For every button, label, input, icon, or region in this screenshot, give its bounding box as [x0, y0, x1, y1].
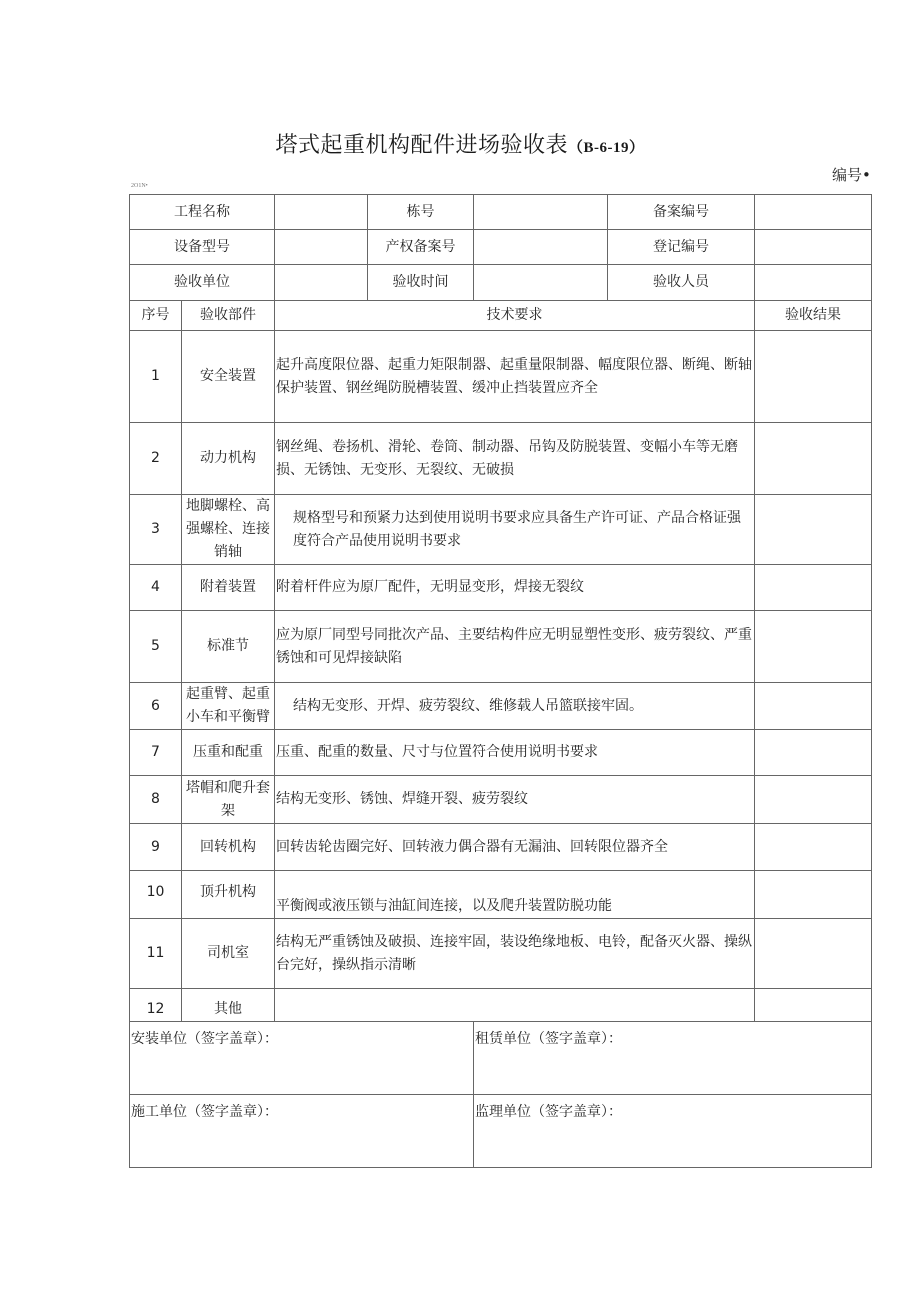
signature-row-1: [130, 1022, 872, 1095]
row-result[interactable]: [755, 824, 872, 871]
row-requirement: 规格型号和预紧力达到使用说明书要求应具备生产许可证、产品合格证强度符合产品使用说明书要求: [275, 495, 755, 565]
acceptance-unit-label: 验收单位: [130, 265, 275, 301]
row-number: 1: [130, 331, 182, 423]
building-no-value[interactable]: [474, 195, 608, 230]
row-number: 5: [130, 611, 182, 683]
info-row-3: [130, 265, 872, 301]
acceptance-staff-label: 验收人员: [608, 265, 755, 301]
row-number: 7: [130, 730, 182, 776]
page-title: [0, 128, 920, 159]
row-result[interactable]: [755, 989, 872, 1022]
row-result[interactable]: [755, 683, 872, 730]
row-number: 4: [130, 565, 182, 611]
part-header: 验收部件: [182, 301, 275, 331]
registration-no-label: 登记编号: [608, 230, 755, 265]
row-result[interactable]: [755, 495, 872, 565]
table-row: [130, 683, 872, 730]
table-row: [130, 495, 872, 565]
row-part: 地脚螺栓、高强螺栓、连接销轴: [182, 495, 275, 565]
acceptance-table: [129, 194, 872, 1168]
table-row: [130, 331, 872, 423]
row-part: 动力机构: [182, 423, 275, 495]
row-number: 3: [130, 495, 182, 565]
project-name-value[interactable]: [275, 195, 368, 230]
row-number: 11: [130, 919, 182, 989]
row-part: 塔帽和爬升套架: [182, 776, 275, 824]
row-number: 12: [130, 989, 182, 1022]
row-result[interactable]: [755, 565, 872, 611]
row-part: 安全装置: [182, 331, 275, 423]
lease-unit-signature[interactable]: 租赁单位（签字盖章）：: [474, 1022, 872, 1095]
row-result[interactable]: [755, 423, 872, 495]
property-filing-no-value[interactable]: [474, 230, 608, 265]
row-requirement: 起升高度限位器、起重力矩限制器、起重量限制器、幅度限位器、断绳、断轴保护装置、钢丝绳防脱槽装置、缓冲止挡装置应齐全: [275, 331, 755, 423]
building-no-label: 栋号: [368, 195, 474, 230]
row-requirement: 平衡阀或液压锁与油缸间连接，以及爬升装置防脱功能: [275, 871, 755, 919]
table-row: [130, 565, 872, 611]
table-row: [130, 871, 872, 919]
row-part: 其他: [182, 989, 275, 1022]
table-row: [130, 989, 872, 1022]
filing-no-value[interactable]: [755, 195, 872, 230]
row-requirement: 结构无严重锈蚀及破损、连接牢固，装设绝缘地板、电铃，配备灭火器、操纵台完好，操纵指示清晰: [275, 919, 755, 989]
form-code: （B-6-19）: [568, 140, 645, 156]
equipment-model-label: 设备型号: [130, 230, 275, 265]
row-part: 压重和配重: [182, 730, 275, 776]
row-requirement: [275, 989, 755, 1022]
header-row: [130, 301, 872, 331]
info-row-2: [130, 230, 872, 265]
row-requirement: 钢丝绳、卷扬机、滑轮、卷筒、制动器、吊钩及防脱装置、变幅小车等无磨损、无锈蚀、无变形、无裂纹、无破损: [275, 423, 755, 495]
equipment-model-value[interactable]: [275, 230, 368, 265]
acceptance-staff-value[interactable]: [755, 265, 872, 301]
table-row: [130, 423, 872, 495]
row-result[interactable]: [755, 919, 872, 989]
table-row: [130, 611, 872, 683]
info-row-1: [130, 195, 872, 230]
project-name-label: 工程名称: [130, 195, 275, 230]
seq-header: 序号: [130, 301, 182, 331]
acceptance-time-label: 验收时间: [368, 265, 474, 301]
install-unit-signature[interactable]: 安装单位（签字盖章）：: [130, 1022, 474, 1095]
serial-number-label: 编号•: [832, 166, 871, 184]
table-row: [130, 730, 872, 776]
row-result[interactable]: [755, 331, 872, 423]
signature-row-2: [130, 1095, 872, 1168]
table-row: [130, 776, 872, 824]
row-number: 2: [130, 423, 182, 495]
row-requirement: 应为原厂同型号同批次产品、主要结构件应无明显塑性变形、疲劳裂纹、严重锈蚀和可见焊接缺陷: [275, 611, 755, 683]
row-requirement: 结构无变形、锈蚀、焊缝开裂、疲劳裂纹: [275, 776, 755, 824]
row-number: 8: [130, 776, 182, 824]
supervision-unit-signature[interactable]: 监理单位（签字盖章）：: [474, 1095, 872, 1168]
requirement-header: 技术要求: [275, 301, 755, 331]
row-result[interactable]: [755, 776, 872, 824]
result-header: 验收结果: [755, 301, 872, 331]
row-part: 司机室: [182, 919, 275, 989]
table-row: [130, 919, 872, 989]
row-number: 9: [130, 824, 182, 871]
row-part: 附着装置: [182, 565, 275, 611]
table-row: [130, 824, 872, 871]
row-result[interactable]: [755, 871, 872, 919]
row-result[interactable]: [755, 730, 872, 776]
row-part: 回转机构: [182, 824, 275, 871]
acceptance-time-value[interactable]: [474, 265, 608, 301]
property-filing-no-label: 产权备案号: [368, 230, 474, 265]
row-requirement: 结构无变形、开焊、疲劳裂纹、维修载人吊篮联接牢固。: [275, 683, 755, 730]
construction-unit-signature[interactable]: 施工单位（签字盖章）：: [130, 1095, 474, 1168]
row-requirement: 附着杆件应为原厂配件，无明显变形，焊接无裂纹: [275, 565, 755, 611]
filing-no-label: 备案编号: [608, 195, 755, 230]
row-number: 6: [130, 683, 182, 730]
registration-no-value[interactable]: [755, 230, 872, 265]
row-result[interactable]: [755, 611, 872, 683]
row-requirement: 回转齿轮齿圈完好、回转液力偶合器有无漏油、回转限位器齐全: [275, 824, 755, 871]
title-text: 塔式起重机构配件进场验收表: [275, 133, 568, 158]
row-number: 10: [130, 871, 182, 919]
acceptance-unit-value[interactable]: [275, 265, 368, 301]
row-part: 顶升机构: [182, 871, 275, 919]
row-part: 标准节: [182, 611, 275, 683]
row-requirement: 压重、配重的数量、尺寸与位置符合使用说明书要求: [275, 730, 755, 776]
row-part: 起重臂、起重小车和平衡臂: [182, 683, 275, 730]
tiny-mark: 2O1N•: [131, 183, 148, 189]
